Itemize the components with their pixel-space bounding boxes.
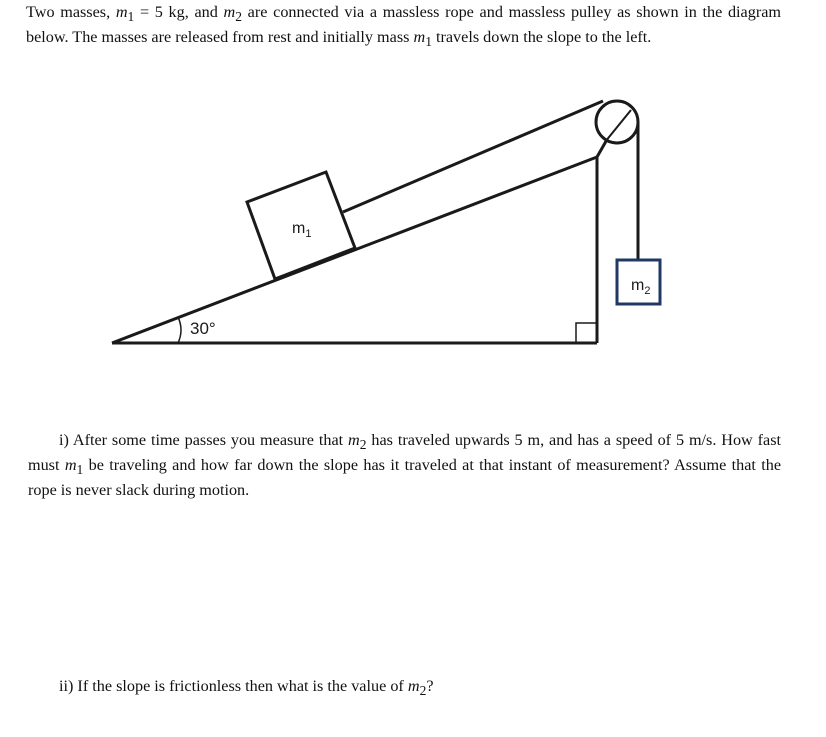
pulley-wheel [596, 101, 638, 143]
math-m1-sub: 1 [127, 9, 135, 25]
question-i [28, 430, 781, 500]
question-ii [59, 676, 759, 701]
math-m2-sub: 2 [419, 683, 427, 699]
question-text: ? [426, 677, 434, 695]
intro-text: = 5 kg, and [134, 3, 224, 21]
math-m1-sub: 1 [76, 462, 84, 478]
block-m1-label: $m_1$ [292, 220, 312, 240]
math-m1: m [64, 456, 77, 475]
math-m2: m [348, 431, 360, 449]
question-text: i) After some time passes you measure that [59, 431, 349, 449]
math-m1-sub: 1 [425, 34, 432, 50]
math-m2: m [223, 3, 236, 21]
math-m2: m [407, 677, 420, 695]
math-m1: m [115, 3, 128, 21]
question-text: ii) If the slope is frictionless then what is the value of [59, 677, 408, 695]
question-text: be traveling and how far down the slope has it traveled at that instant of measurement? Assume that the rope is never slack during motion. [28, 456, 782, 500]
intro-text: are connected via a massless rope and massless pulley as shown in the diagram below. The masses are released from rest and initially mass [26, 3, 781, 47]
intro-text: travels down the slope to the left. [431, 28, 652, 47]
block-m2-label: $m_2$ [631, 277, 651, 297]
angle-label: 30° [190, 319, 216, 338]
math-m2-sub: 2 [359, 437, 367, 453]
question-text: has traveled upwards 5 m, and has a speed of 5 m/s. How fast must [28, 431, 781, 475]
right-angle-marker [576, 323, 597, 343]
intro-text: Two masses, [26, 3, 116, 21]
incline-slope [112, 157, 597, 343]
rope-incline [343, 101, 603, 212]
math-m2-sub: 2 [235, 9, 242, 25]
math-m1: m [413, 28, 426, 47]
angle-arc [178, 317, 181, 343]
